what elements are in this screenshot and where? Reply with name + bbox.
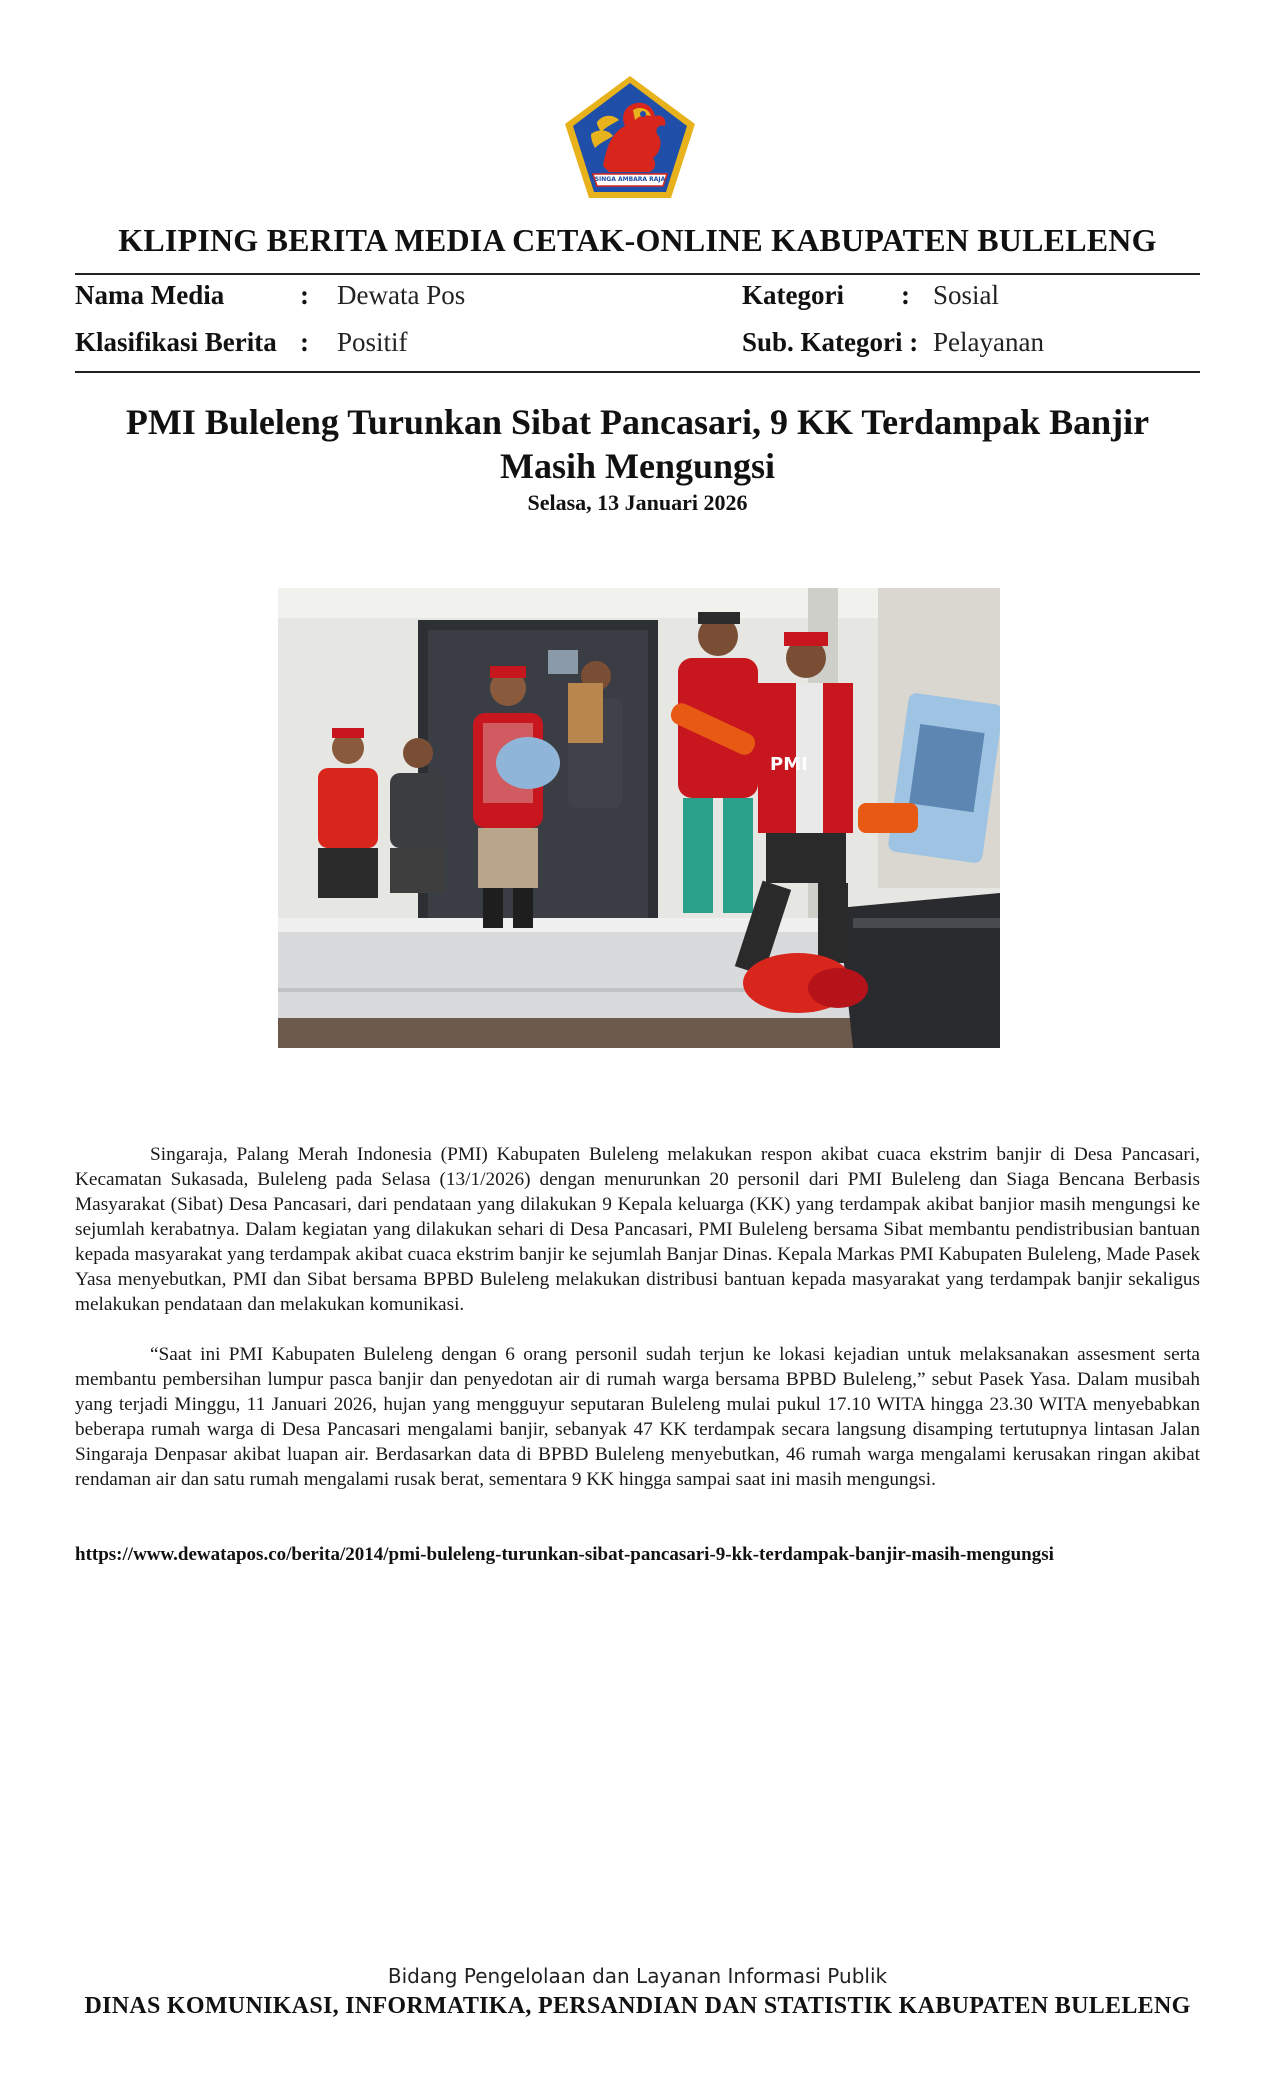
bottom-rule (75, 371, 1200, 373)
meta-separator: : (901, 280, 910, 310)
source-url: https://www.dewatapos.co/berita/2014/pmi-buleleng-turunkan-sibat-pancasari-9-kk-terdampak-banjir-masih-mengungsi (75, 1544, 1054, 1565)
logo-ribbon-text: SINGA AMBARA RAJA (594, 176, 666, 183)
kategori-label: Kategori (742, 280, 844, 310)
paragraph: “Saat ini PMI Kabupaten Buleleng dengan 6 orang personil sudah terjun ke lokasi kejadian untuk melaksanakan assesment serta membantu pembersihan lumpur pasca banjir dan penyedotan air di rumah warga bersama BPBD Buleleng,” sebut Pasek Yasa. Dalam musibah yang terjadi Minggu, 11 Januari 2026, hujan yang mengguyur seputaran Buleleng mulai pukul 17.10 WITA hingga 23.30 WITA menyebabkan beberapa rumah warga di Desa Pancasari mengalami banjir, sebanyak 47 KK terdampak secara langsung disamping tertutupnya lintasan Jalan Singaraja Denpasar akibat luapan air. Berdasarkan data di BPBD Buleleng menyebutkan, 46 rumah warga mengalami kerusakan ringan akibat rendaman air dan satu rumah mengalami rusak berat, sementara 9 KK hingga sampai saat ini masih mengungsi. (75, 1344, 1200, 1490)
regency-logo (563, 74, 697, 201)
nama-media-label: Nama Media (75, 280, 225, 310)
footer-agency: DINAS KOMUNIKASI, INFORMATIKA, PERSANDIAN DAN STATISTIK KABUPATEN BULELENG (84, 1993, 1191, 2019)
article-body (75, 1142, 1200, 1517)
paragraph: Singaraja, Palang Merah Indonesia (PMI) Kabupaten Buleleng melakukan respon akibat cuaca ekstrim banjir di Desa Pancasari, Kecamatan Sukasada, Buleleng pada Selasa (13/1/2026) dengan menurunkan 20 personil dari PMI Buleleng dan Siaga Bencana Berbasis Masyarakat (Sibat) Desa Pancasari, dari pendataan yang dilakukan 9 Kepala keluarga (KK) yang terdampak akibat banjior masih mengungsi ke sejumlah kerabatnya. Dalam kegiatan yang dilakukan sehari di Desa Pancasari, PMI Buleleng bersama Sibat membantu pendistribusian bantuan kepada masyarakat yang terdampak akibat cuaca ekstrim banjir ke sejumlah Banjar Dinas. Kepala Markas PMI Kabupaten Buleleng, Made Pasek Yasa menyebutkan, PMI dan Sibat bersama BPBD Buleleng melakukan distribusi bantuan kepada masyarakat yang terdampak banjir sekaligus melakukan pendataan dan melakukan komunikasi. (75, 1144, 1200, 1315)
nama-media-value: Dewata Pos (337, 280, 466, 310)
klasifikasi-value: Positif (337, 327, 408, 357)
meta-separator: : (300, 327, 309, 357)
sub-kategori-value: Pelayanan (933, 327, 1044, 357)
footer-unit: Bidang Pengelolaan dan Layanan Informasi Publik (387, 1964, 888, 1988)
klasifikasi-label: Klasifikasi Berita (75, 327, 277, 357)
volunteers-photo-illustration (278, 588, 1000, 1048)
article-photo (278, 588, 1000, 1048)
article-title: PMI Buleleng Turunkan Sibat Pancasari, 9 KK Terdampak Banjir Masih Mengungsi (125, 402, 1150, 486)
sub-kategori-label: Sub. Kategori : (742, 327, 919, 357)
meta-row-2 (75, 327, 1200, 361)
kategori-value: Sosial (933, 280, 1000, 310)
top-rule (75, 273, 1200, 275)
meta-separator: : (300, 280, 309, 310)
article-date: Selasa, 13 Januari 2026 (527, 490, 748, 515)
document-title: KLIPING BERITA MEDIA CETAK-ONLINE KABUPATEN BULELENG (118, 222, 1157, 258)
photo-pmi-badge: PMI (770, 754, 808, 775)
meta-row-1 (75, 280, 1200, 314)
